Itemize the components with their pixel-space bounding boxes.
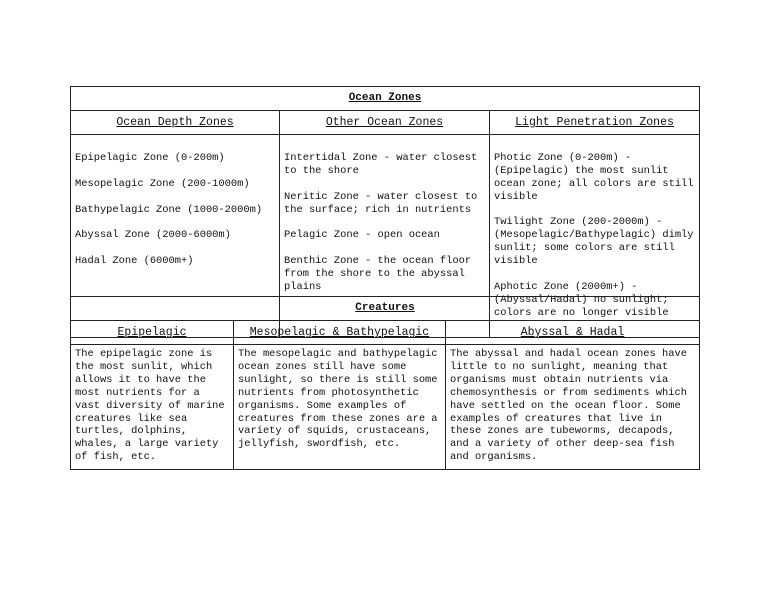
abyssal-hadal-description: The abyssal and hadal ocean zones have little to no sunlight, meaning that organisms must obtain nutrients via chemosynthesis or from sediments which have settled on the ocean floor. Some examples of creatures that live in these zones are tubeworms, decapods, and a variety of other deep-sea fish and organisms. bbox=[446, 345, 700, 470]
creatures-table bbox=[70, 296, 700, 470]
zone-item: Twilight Zone (200-2000m) - (Mesopelagic/Bathypelagic) dimly sunlit; some colors are still visible bbox=[494, 216, 694, 268]
epipelagic-description: The epipelagic zone is the most sunlit, which allows it to have the most nutrients for a vast diversity of marine creatures like sea turtles, dolphins, whales, a large variety of fish, etc. bbox=[71, 345, 234, 470]
zone-item: Aphotic Zone (2000m+) - (Abyssal/Hadal) no sunlight; colors are no longer visible bbox=[494, 280, 669, 319]
light-penetration-zones-header: Light Penetration Zones bbox=[490, 111, 700, 135]
zone-item: Intertidal Zone - water closest to the shore bbox=[284, 151, 478, 177]
zone-item: Epipelagic Zone (0-200m) bbox=[75, 151, 225, 164]
zone-item: Photic Zone (0-200m) - (Epipelagic) the most sunlit ocean zone; all colors are still visible bbox=[494, 151, 694, 203]
mesopelagic-bathypelagic-description: The mesopelagic and bathypelagic ocean zones still have some sunlight, so there is still some nutrients from photosynthetic organisms. Some examples of creatures from these zones are a variety of squids, crustaceans, jellyfish, swordfish, etc. bbox=[234, 345, 446, 470]
zone-item: Pelagic Zone - open ocean bbox=[284, 229, 440, 242]
zone-item: Benthic Zone - the ocean floor from the shore to the abyssal plains bbox=[284, 255, 472, 293]
zone-item: Mesopelagic Zone (200-1000m) bbox=[75, 177, 250, 190]
creatures-title: Creatures bbox=[71, 297, 700, 321]
ocean-zones-title: Ocean Zones bbox=[71, 87, 700, 111]
zone-item: Abyssal Zone (2000-6000m) bbox=[75, 229, 231, 242]
mesopelagic-bathypelagic-header: Mesopelagic & Bathypelagic bbox=[234, 321, 446, 345]
zone-item: Bathypelagic Zone (1000-2000m) bbox=[75, 203, 263, 216]
zone-item: Neritic Zone - water closest to the surface; rich in nutrients bbox=[284, 190, 478, 216]
zone-item: Hadal Zone (6000m+) bbox=[75, 255, 194, 268]
abyssal-hadal-header: Abyssal & Hadal bbox=[446, 321, 700, 345]
ocean-depth-zones-header: Ocean Depth Zones bbox=[71, 111, 280, 135]
other-ocean-zones-header: Other Ocean Zones bbox=[280, 111, 490, 135]
epipelagic-header: Epipelagic bbox=[71, 321, 234, 345]
